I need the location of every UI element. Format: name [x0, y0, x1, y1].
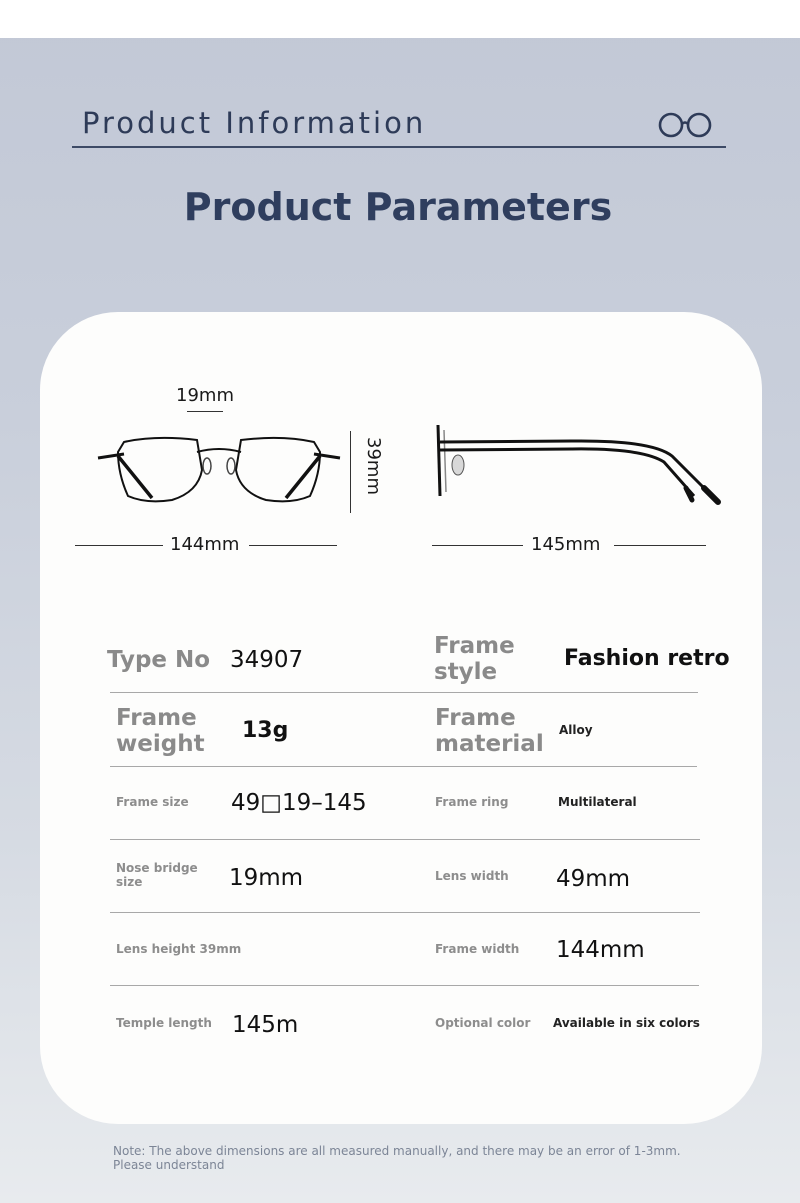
glasses-icon	[657, 110, 713, 140]
frame-weight-value: 13g	[242, 718, 289, 743]
note-line-1: Note: The above dimensions are all measured manually, and there may be an error of 1-3mm.	[113, 1144, 681, 1158]
bridge-dimension-line	[187, 411, 223, 412]
nose-bridge-value: 19mm	[229, 865, 304, 891]
frame-style-value: Fashion retro	[564, 646, 730, 671]
note-line-2: Please understand	[113, 1158, 225, 1172]
nose-bridge-label: Nose bridge size	[116, 861, 198, 889]
frame-material-value: Alloy	[559, 723, 593, 737]
table-divider	[110, 912, 700, 913]
optional-color-label: Optional color	[435, 1016, 531, 1030]
page-title: Product Parameters	[183, 185, 613, 229]
frame-size-value: 49□19–145	[231, 790, 367, 816]
top-white-strip	[0, 0, 800, 38]
lens-width-value: 49mm	[556, 866, 631, 892]
frame-width-label: Frame width	[435, 942, 520, 956]
table-divider	[110, 839, 700, 840]
measurement-note	[113, 1144, 713, 1172]
height-dimension-line	[350, 431, 351, 513]
length-line-left	[432, 545, 523, 546]
optional-color-value: Available in six colors	[553, 1016, 700, 1030]
width-line-left	[75, 545, 163, 546]
table-divider	[110, 692, 698, 693]
temple-length-value: 145m	[232, 1012, 299, 1038]
lens-height-label: Lens height 39mm	[116, 942, 242, 956]
temple-length-label: Temple length	[116, 1016, 212, 1030]
frame-width-value: 144mm	[556, 937, 645, 963]
type-no-value: 34907	[230, 647, 304, 673]
type-no-label: Type No	[107, 647, 211, 673]
lens-width-label: Lens width	[435, 869, 509, 883]
frame-weight-label: Frame weight	[116, 705, 205, 757]
width-dimension-label: 144mm	[170, 534, 240, 555]
frame-style-label: Frame style	[434, 633, 515, 685]
bridge-dimension-label: 19mm	[176, 385, 234, 406]
section-title: Product Information	[82, 106, 427, 140]
glasses-side-view	[432, 420, 722, 510]
frame-size-label: Frame size	[116, 795, 189, 809]
frame-material-label: Frame material	[435, 705, 544, 757]
length-line-right	[614, 545, 706, 546]
table-divider	[110, 766, 697, 767]
length-dimension-label: 145mm	[531, 534, 601, 555]
frame-ring-value: Multilateral	[558, 795, 637, 809]
width-line-right	[249, 545, 337, 546]
table-divider	[110, 985, 699, 986]
glasses-front-view	[94, 430, 344, 505]
frame-ring-label: Frame ring	[435, 795, 509, 809]
height-dimension-label: 39mm	[363, 437, 384, 495]
header-divider	[72, 146, 726, 148]
